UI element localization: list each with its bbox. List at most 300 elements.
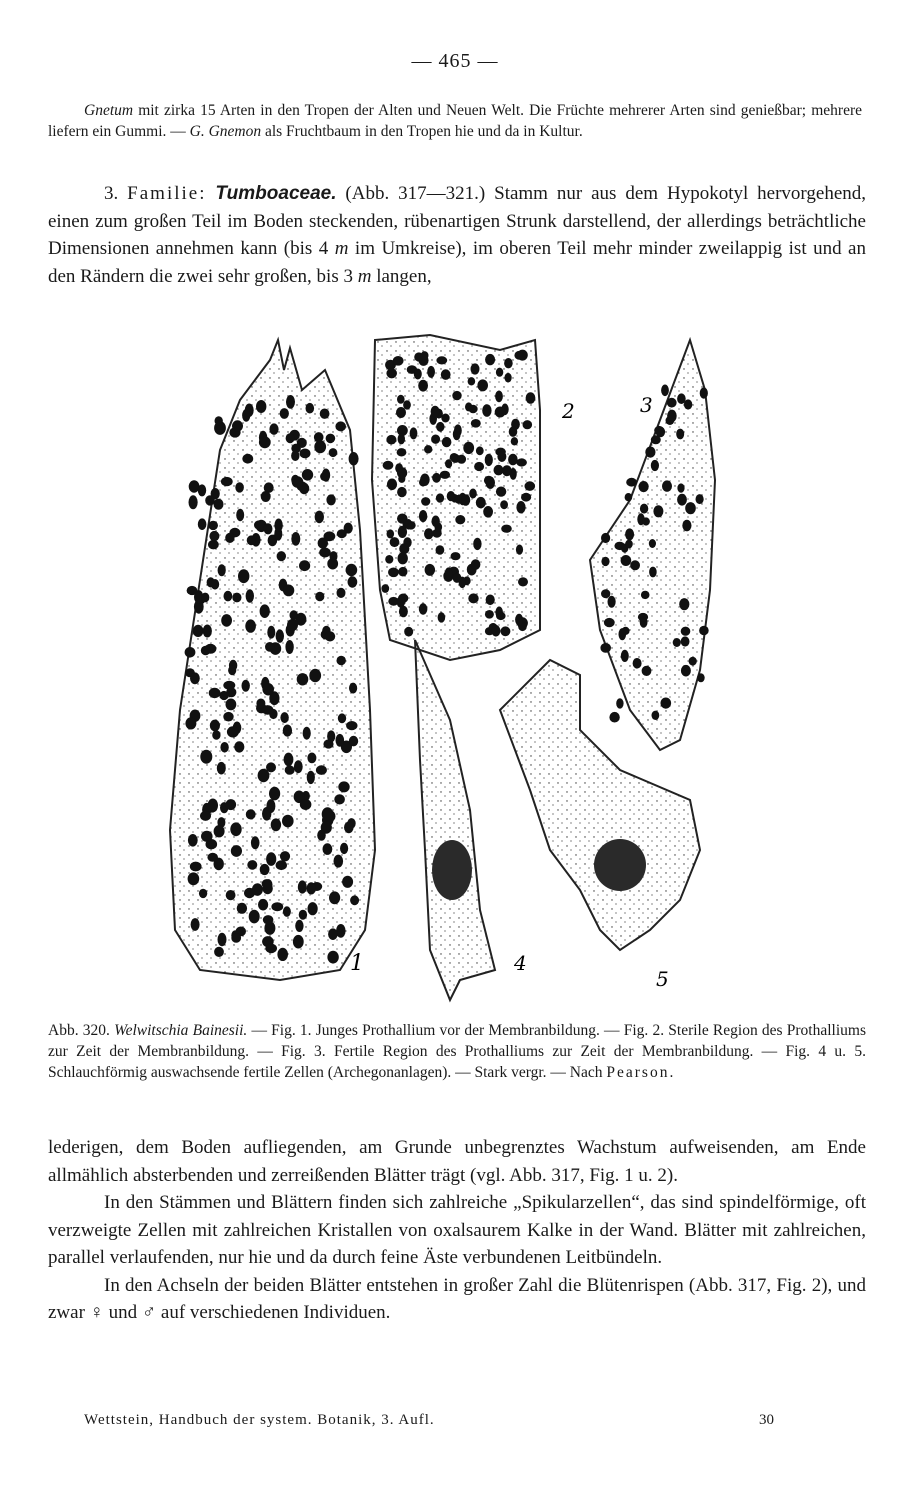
cell-nucleus bbox=[349, 683, 357, 694]
cell-nucleus bbox=[424, 445, 432, 453]
cell-nucleus bbox=[682, 520, 691, 532]
cell-nucleus bbox=[381, 584, 389, 593]
cell-nucleus bbox=[330, 551, 338, 562]
cell-nucleus bbox=[486, 595, 495, 606]
cell-nucleus bbox=[228, 666, 236, 676]
cell-nucleus bbox=[201, 831, 213, 842]
cell-nucleus bbox=[324, 531, 336, 541]
cell-nucleus bbox=[681, 636, 690, 646]
cell-nucleus bbox=[346, 721, 357, 730]
cell-nucleus bbox=[346, 564, 358, 576]
family-text: (Abb. 317—321.) Stamm nur aus dem Hypokotyl hervorgehend, einen zum großen Teil im Boden steckenden, rübenartigen Strunk darstellend, der allerdings beträchtliche Dimensionen annehmen kann (bis 4 bbox=[48, 183, 867, 259]
cell-nucleus bbox=[516, 545, 523, 555]
cell-nucleus bbox=[453, 428, 461, 440]
cell-nucleus bbox=[526, 392, 536, 404]
cell-nucleus bbox=[342, 876, 353, 888]
cell-nucleus bbox=[322, 469, 330, 482]
cell-nucleus bbox=[485, 454, 493, 466]
family-text-2: im Umkreise), im oberen Teil mehr minder zweilappig ist und an den Rändern die zwei sehr großen, bis 3 bbox=[48, 238, 866, 287]
cell-nucleus bbox=[274, 519, 282, 532]
cell-nucleus bbox=[667, 398, 677, 408]
cell-nucleus bbox=[676, 429, 684, 440]
cell-nucleus bbox=[523, 420, 533, 429]
cell-nucleus bbox=[432, 473, 441, 483]
cell-nucleus bbox=[625, 528, 634, 540]
cell-nucleus bbox=[225, 533, 234, 543]
cell-nucleus bbox=[399, 606, 408, 618]
family-text-3: langen, bbox=[371, 265, 432, 287]
cell-nucleus bbox=[495, 607, 503, 619]
cell-nucleus bbox=[640, 504, 648, 514]
cell-nucleus bbox=[420, 474, 430, 486]
cell-nucleus bbox=[285, 765, 295, 774]
figure-4-drawing bbox=[415, 640, 495, 1000]
cell-nucleus bbox=[236, 509, 244, 521]
cell-nucleus bbox=[266, 762, 276, 772]
species-name: G. Gnemon bbox=[189, 123, 262, 140]
footer-reference: Wettstein, Handbuch der system. Botanik, 3. Aufl. bbox=[84, 1412, 435, 1428]
cell-nucleus bbox=[388, 568, 399, 578]
cell-nucleus bbox=[700, 388, 708, 399]
family-paragraph bbox=[48, 180, 866, 290]
cell-nucleus bbox=[264, 879, 272, 890]
cell-nucleus bbox=[214, 947, 224, 957]
cell-nucleus bbox=[625, 540, 633, 549]
cell-nucleus bbox=[496, 368, 503, 377]
cell-nucleus bbox=[200, 750, 212, 764]
cell-nucleus bbox=[485, 354, 495, 365]
cell-nucleus bbox=[398, 567, 407, 577]
cell-nucleus bbox=[621, 650, 629, 662]
cell-nucleus bbox=[249, 910, 260, 924]
cell-nucleus bbox=[323, 843, 333, 855]
cell-nucleus bbox=[681, 627, 691, 636]
caption-author: Pearson. bbox=[606, 1064, 676, 1081]
cell-nucleus bbox=[302, 469, 313, 481]
cell-nucleus bbox=[340, 843, 348, 854]
cell-nucleus bbox=[685, 502, 696, 514]
cell-nucleus bbox=[230, 822, 241, 836]
cell-nucleus bbox=[226, 890, 236, 900]
cell-nucleus bbox=[463, 442, 474, 454]
genus-name: Gnetum bbox=[84, 102, 134, 119]
cell-nucleus bbox=[451, 552, 461, 560]
cell-nucleus bbox=[247, 860, 257, 870]
figure-1-drawing bbox=[170, 340, 375, 980]
body-paragraph-3: In den Achseln der beiden Blätter entstehen in großer Zahl die Blütenrispen (Abb. 317, Fig. 2), und zwar ♀ und ♂ auf verschiedenen Individuen. bbox=[48, 1274, 866, 1323]
cell-nucleus bbox=[418, 380, 428, 392]
cell-nucleus bbox=[261, 491, 271, 502]
cell-nucleus bbox=[667, 410, 677, 423]
cell-nucleus bbox=[642, 666, 652, 676]
cell-nucleus bbox=[185, 717, 196, 729]
unit-meter-1: m bbox=[334, 238, 349, 259]
cell-nucleus bbox=[190, 672, 200, 684]
cell-nucleus bbox=[399, 543, 409, 554]
cell-nucleus bbox=[256, 400, 266, 413]
cell-nucleus bbox=[386, 435, 396, 445]
cell-nucleus bbox=[638, 613, 648, 621]
cell-nucleus bbox=[661, 385, 669, 397]
cell-nucleus bbox=[419, 603, 428, 614]
cell-nucleus bbox=[699, 626, 709, 636]
cell-nucleus bbox=[502, 465, 512, 476]
cell-nucleus bbox=[338, 713, 346, 723]
cell-nucleus bbox=[601, 589, 610, 598]
cell-nucleus bbox=[334, 855, 344, 868]
cell-nucleus bbox=[282, 815, 294, 828]
cell-nucleus bbox=[188, 834, 198, 847]
cell-nucleus bbox=[280, 851, 290, 861]
cell-nucleus bbox=[293, 935, 304, 949]
cell-nucleus bbox=[653, 505, 663, 517]
cell-nucleus bbox=[505, 373, 512, 383]
cell-nucleus bbox=[495, 391, 503, 403]
cell-nucleus bbox=[500, 500, 508, 509]
cell-nucleus bbox=[398, 552, 408, 564]
cell-nucleus bbox=[205, 495, 215, 505]
cell-nucleus bbox=[651, 460, 659, 471]
cell-nucleus bbox=[185, 647, 196, 658]
cell-nucleus bbox=[259, 431, 267, 445]
cell-nucleus bbox=[445, 567, 453, 579]
cell-nucleus bbox=[227, 726, 239, 737]
cell-nucleus bbox=[677, 393, 686, 404]
cell-nucleus bbox=[395, 463, 403, 473]
cell-nucleus bbox=[325, 631, 335, 641]
cell-nucleus bbox=[269, 787, 280, 801]
cell-nucleus bbox=[283, 906, 291, 917]
cell-nucleus bbox=[291, 532, 300, 546]
figure-label-1: 1 bbox=[350, 951, 364, 976]
figure-label-5: 5 bbox=[656, 967, 669, 991]
cell-nucleus bbox=[256, 699, 265, 709]
cell-nucleus bbox=[427, 366, 435, 378]
cell-nucleus bbox=[471, 363, 480, 374]
cell-nucleus bbox=[210, 720, 220, 732]
page-footer bbox=[84, 1412, 774, 1429]
cell-nucleus bbox=[277, 551, 286, 561]
cell-nucleus bbox=[497, 451, 506, 462]
cell-nucleus bbox=[193, 625, 204, 637]
cell-nucleus bbox=[303, 727, 311, 740]
cell-nucleus bbox=[625, 493, 633, 501]
cell-nucleus bbox=[471, 559, 481, 570]
cell-nucleus bbox=[234, 741, 244, 752]
cell-nucleus bbox=[231, 933, 241, 943]
cell-nucleus bbox=[398, 434, 405, 445]
cell-nucleus bbox=[397, 487, 407, 497]
cell-nucleus bbox=[338, 781, 349, 792]
cell-nucleus bbox=[442, 437, 452, 447]
cell-nucleus bbox=[315, 592, 324, 602]
cell-nucleus bbox=[405, 519, 412, 530]
cell-nucleus bbox=[436, 493, 444, 502]
cell-nucleus bbox=[297, 673, 309, 685]
cell-nucleus bbox=[285, 640, 293, 654]
intro-text-b: als Fruchtbaum in den Tropen hie und da in Kultur. bbox=[261, 123, 583, 140]
intro-paragraph bbox=[48, 100, 862, 142]
cell-nucleus bbox=[218, 933, 227, 947]
cell-nucleus bbox=[482, 404, 491, 417]
cell-nucleus bbox=[214, 499, 224, 510]
cell-nucleus bbox=[473, 538, 481, 550]
cell-nucleus bbox=[317, 830, 326, 841]
cell-nucleus bbox=[386, 368, 397, 378]
cell-nucleus bbox=[276, 860, 287, 870]
cell-nucleus bbox=[601, 557, 609, 566]
cell-nucleus bbox=[232, 420, 243, 431]
body-paragraph-1: lederigen, dem Boden aufliegenden, am Grunde unbegrenztes Wachstum aufweisenden, am Ende allmählich absterbenden und zerreißenden Blätter trägt (vgl. Abb. 317, Fig. 1 u. 2). bbox=[48, 1137, 866, 1186]
cell-nucleus bbox=[265, 642, 275, 652]
cell-nucleus bbox=[621, 555, 632, 566]
cell-nucleus bbox=[438, 612, 446, 622]
cell-nucleus bbox=[445, 459, 452, 468]
cell-nucleus bbox=[245, 404, 254, 417]
cell-nucleus bbox=[677, 483, 684, 492]
cell-nucleus bbox=[327, 951, 338, 964]
cell-nucleus bbox=[231, 845, 242, 857]
cell-nucleus bbox=[246, 589, 254, 603]
cell-nucleus bbox=[307, 753, 316, 764]
unit-meter-2: m bbox=[357, 265, 372, 287]
cell-nucleus bbox=[260, 864, 270, 875]
cell-nucleus bbox=[474, 462, 484, 471]
cell-nucleus bbox=[337, 529, 347, 538]
cell-nucleus bbox=[387, 529, 395, 538]
cell-nucleus bbox=[616, 698, 623, 708]
cell-nucleus bbox=[661, 698, 672, 709]
cell-nucleus bbox=[494, 465, 504, 476]
figure-2-drawing bbox=[372, 335, 540, 660]
cell-nucleus bbox=[190, 862, 202, 872]
cell-nucleus bbox=[662, 480, 672, 491]
cell-nucleus bbox=[258, 899, 268, 911]
cell-nucleus bbox=[697, 673, 705, 682]
cell-nucleus bbox=[214, 858, 224, 871]
cell-nucleus bbox=[221, 614, 232, 627]
cell-nucleus bbox=[491, 625, 500, 637]
cell-nucleus bbox=[468, 593, 478, 603]
cell-nucleus bbox=[410, 427, 418, 439]
cell-nucleus bbox=[335, 421, 346, 431]
cell-nucleus bbox=[244, 888, 255, 898]
cell-nucleus bbox=[689, 657, 697, 666]
cell-nucleus bbox=[521, 493, 531, 502]
figure-label-4: 4 bbox=[514, 951, 527, 975]
cell-nucleus bbox=[283, 585, 294, 597]
cell-nucleus bbox=[307, 882, 316, 894]
cell-nucleus bbox=[200, 811, 211, 821]
cell-nucleus bbox=[469, 405, 478, 414]
cell-nucleus bbox=[421, 351, 429, 360]
cell-nucleus bbox=[309, 669, 321, 682]
cell-nucleus bbox=[299, 560, 310, 571]
cell-nucleus bbox=[500, 626, 510, 636]
cell-nucleus bbox=[201, 646, 211, 655]
cell-nucleus bbox=[277, 948, 288, 961]
cell-nucleus bbox=[203, 625, 212, 638]
cell-nucleus bbox=[217, 762, 226, 775]
body-paragraph-2: In den Stämmen und Blättern finden sich zahlreiche „Spikularzellen“, das sind spindelförmige, oft verzweigte Zellen mit zahlreichen Kristallen von oxalsaurem Kalke in der Wand. Blätter mit zahlreichen, parallel verlaufenden, nur hie und da durch feine Äste verbundenen Leitbündeln. bbox=[48, 1192, 866, 1268]
cell-nucleus bbox=[441, 414, 449, 423]
cell-nucleus bbox=[496, 487, 506, 497]
cell-nucleus bbox=[495, 407, 506, 418]
cell-nucleus bbox=[344, 822, 354, 834]
cell-nucleus bbox=[300, 449, 311, 459]
cell-nucleus bbox=[681, 665, 691, 677]
cell-nucleus bbox=[299, 910, 307, 920]
cell-nucleus bbox=[626, 478, 637, 487]
cell-nucleus bbox=[276, 629, 284, 642]
cell-nucleus bbox=[436, 356, 447, 364]
cell-nucleus bbox=[322, 807, 334, 821]
cell-nucleus bbox=[336, 734, 345, 747]
cell-nucleus bbox=[485, 610, 494, 619]
cell-nucleus bbox=[235, 482, 244, 492]
cell-nucleus bbox=[264, 523, 273, 534]
cell-nucleus bbox=[425, 564, 435, 576]
cell-nucleus bbox=[298, 880, 307, 893]
cell-nucleus bbox=[453, 573, 462, 583]
cell-nucleus bbox=[397, 448, 407, 456]
cell-nucleus bbox=[501, 525, 512, 533]
cell-nucleus bbox=[320, 409, 330, 419]
cell-nucleus bbox=[469, 489, 477, 499]
cell-nucleus bbox=[476, 446, 484, 455]
cell-nucleus bbox=[232, 593, 241, 603]
cell-nucleus bbox=[265, 944, 277, 954]
cell-nucleus bbox=[280, 712, 288, 723]
cell-nucleus bbox=[679, 598, 689, 610]
cell-nucleus bbox=[238, 569, 249, 583]
cell-nucleus bbox=[452, 391, 461, 400]
cell-nucleus bbox=[677, 494, 687, 506]
cell-nucleus bbox=[383, 461, 394, 470]
cell-nucleus bbox=[326, 434, 336, 444]
figure-label-3: 3 bbox=[640, 393, 653, 417]
cell-nucleus bbox=[283, 725, 292, 737]
cell-nucleus bbox=[307, 771, 315, 784]
cell-nucleus bbox=[223, 712, 233, 722]
cell-nucleus bbox=[246, 809, 256, 819]
cell-nucleus bbox=[271, 902, 283, 911]
cell-nucleus bbox=[188, 872, 200, 885]
caption-prefix: Abb. 320. bbox=[48, 1022, 115, 1039]
cell-nucleus bbox=[516, 501, 525, 513]
cell-nucleus bbox=[515, 614, 523, 626]
cell-nucleus bbox=[387, 479, 397, 491]
page-number: — 465 — bbox=[411, 50, 499, 72]
cell-nucleus bbox=[226, 799, 237, 810]
cell-nucleus bbox=[260, 604, 270, 618]
cell-nucleus bbox=[208, 540, 219, 550]
cell-nucleus bbox=[609, 712, 619, 723]
caption-species: Welwitschia Bainesii. bbox=[114, 1022, 248, 1039]
cell-nucleus bbox=[326, 494, 335, 505]
cell-nucleus bbox=[334, 794, 345, 804]
cell-nucleus bbox=[432, 516, 440, 528]
cell-nucleus bbox=[471, 419, 481, 428]
cell-nucleus bbox=[242, 454, 253, 464]
cell-nucleus bbox=[191, 918, 200, 931]
figure-label-2: 2 bbox=[562, 399, 575, 423]
cell-nucleus bbox=[619, 628, 627, 640]
cell-nucleus bbox=[421, 497, 430, 506]
family-name: Tumboaceae. bbox=[215, 183, 337, 204]
cell-nucleus bbox=[600, 643, 611, 653]
cell-nucleus bbox=[396, 407, 406, 418]
cell-nucleus bbox=[295, 920, 303, 932]
cell-nucleus bbox=[641, 591, 650, 599]
cell-nucleus bbox=[315, 511, 324, 524]
cell-nucleus bbox=[291, 450, 299, 461]
cell-nucleus bbox=[350, 895, 359, 905]
cell-nucleus bbox=[436, 545, 445, 555]
cell-nucleus bbox=[349, 452, 359, 465]
cell-nucleus bbox=[516, 458, 527, 466]
cell-nucleus bbox=[286, 395, 295, 409]
cell-nucleus bbox=[651, 435, 661, 444]
cell-nucleus bbox=[284, 753, 294, 767]
cell-nucleus bbox=[237, 903, 247, 914]
intro-text-a: mit zirka 15 Arten in den Tropen der Alten und Neuen Welt. Die Früchte mehrerer Arten sind genießbar; mehrere liefern ein Gummi. — bbox=[48, 102, 862, 140]
cell-nucleus bbox=[314, 440, 326, 453]
cell-nucleus bbox=[393, 356, 404, 366]
cell-nucleus bbox=[209, 531, 219, 541]
cell-nucleus bbox=[224, 591, 233, 602]
cell-nucleus bbox=[316, 765, 327, 775]
cell-nucleus bbox=[431, 435, 440, 444]
cell-nucleus bbox=[300, 799, 312, 810]
cell-nucleus bbox=[385, 555, 393, 564]
cell-nucleus bbox=[436, 422, 444, 432]
cell-nucleus bbox=[461, 494, 470, 506]
cell-nucleus bbox=[337, 588, 346, 598]
cell-nucleus bbox=[306, 403, 315, 414]
cell-nucleus bbox=[198, 484, 206, 496]
cell-nucleus bbox=[525, 481, 536, 491]
cell-nucleus bbox=[652, 711, 660, 720]
cell-nucleus bbox=[431, 406, 440, 418]
cell-nucleus bbox=[290, 610, 298, 620]
cell-nucleus bbox=[639, 481, 649, 492]
cell-nucleus bbox=[211, 579, 219, 590]
cell-nucleus bbox=[654, 426, 664, 435]
cell-nucleus bbox=[414, 369, 422, 380]
cell-nucleus bbox=[403, 400, 411, 409]
cell-nucleus bbox=[223, 681, 235, 690]
cell-nucleus bbox=[201, 593, 209, 603]
cell-nucleus bbox=[630, 560, 640, 570]
cell-nucleus bbox=[280, 408, 289, 419]
cell-nucleus bbox=[441, 369, 451, 380]
cell-nucleus bbox=[645, 447, 655, 458]
cell-nucleus bbox=[642, 517, 650, 525]
cell-nucleus bbox=[271, 818, 281, 831]
cell-nucleus bbox=[215, 416, 223, 425]
cell-nucleus bbox=[604, 618, 615, 627]
cell-nucleus bbox=[245, 619, 256, 632]
cell-nucleus bbox=[518, 577, 528, 586]
cell-nucleus bbox=[633, 658, 642, 669]
cell-nucleus bbox=[649, 539, 656, 548]
cell-nucleus bbox=[308, 902, 318, 915]
cell-nucleus bbox=[329, 891, 340, 904]
cell-nucleus bbox=[262, 683, 274, 695]
cell-nucleus bbox=[198, 518, 207, 530]
cell-nucleus bbox=[457, 455, 466, 464]
